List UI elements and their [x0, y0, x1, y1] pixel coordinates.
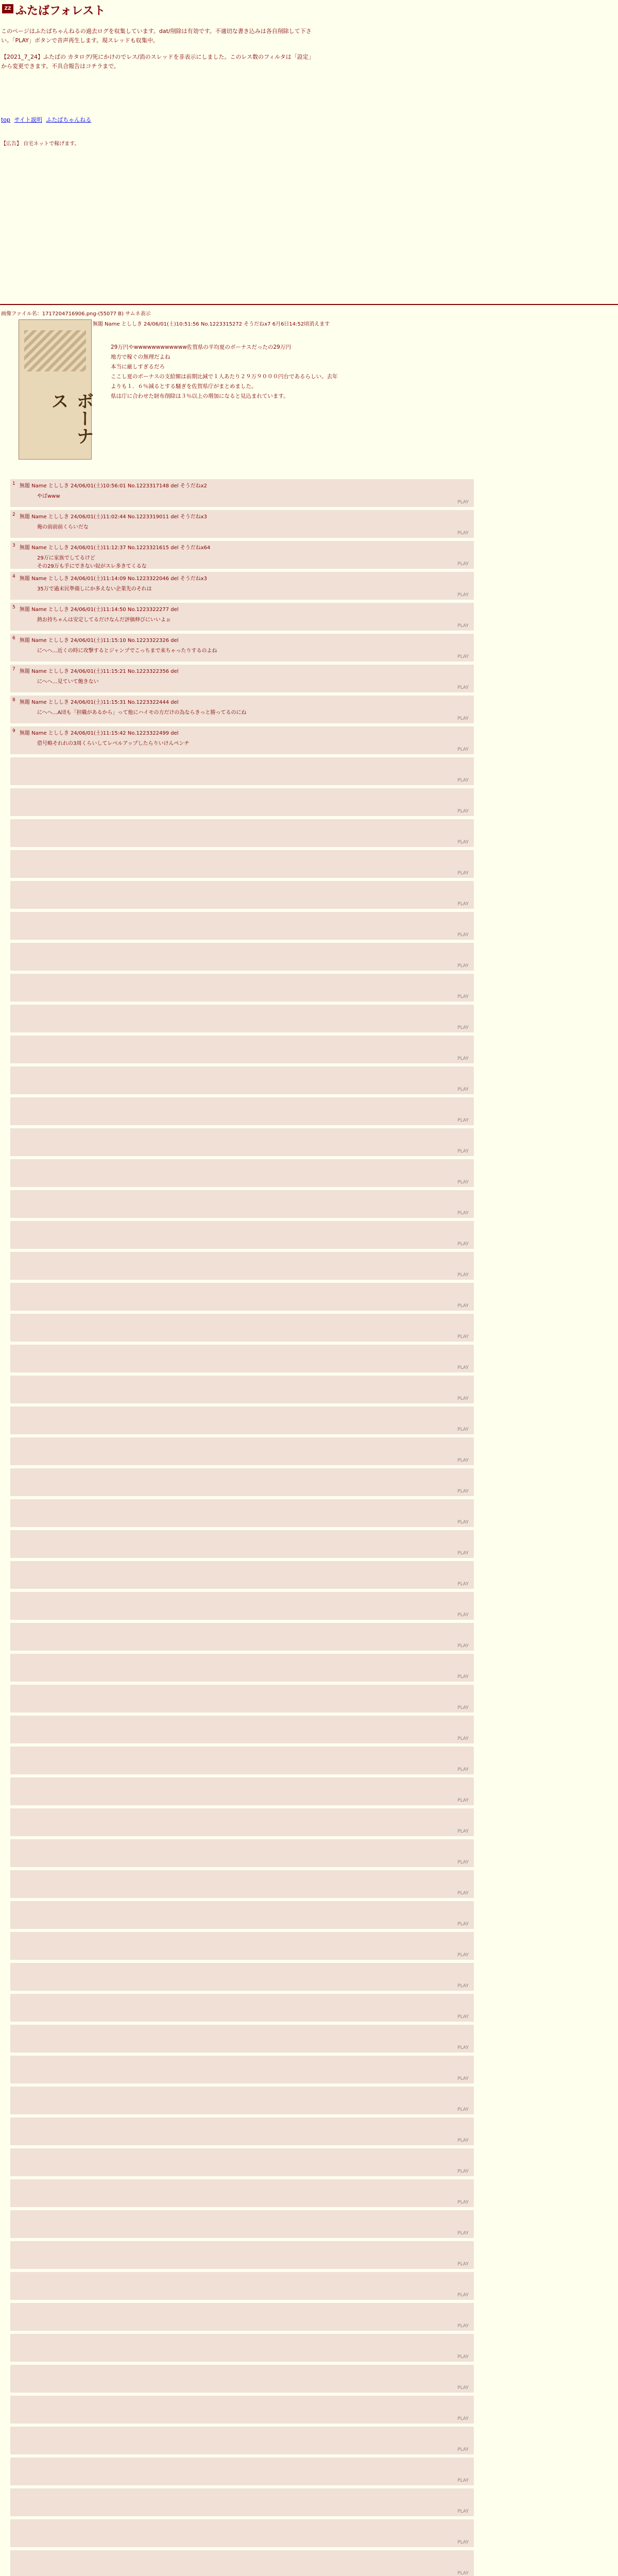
reply-row: [10, 2087, 474, 2114]
reply-row: [10, 2334, 474, 2362]
reply-body: [37, 740, 459, 748]
reply-row: [10, 1283, 474, 1311]
reply-row: [10, 1654, 474, 1682]
reply-row: [10, 2458, 474, 2485]
reply-row: [10, 2272, 474, 2300]
reply-number: 4: [12, 574, 15, 579]
play-button[interactable]: PLAY: [457, 2354, 469, 2360]
play-button[interactable]: PLAY: [457, 1180, 469, 1185]
reply-body: [37, 523, 459, 532]
reply-body: [37, 709, 459, 717]
reply-row: [10, 1468, 474, 1496]
play-button[interactable]: PLAY: [457, 1211, 469, 1216]
play-button[interactable]: PLAY: [457, 1984, 469, 1989]
reply-number: 8: [12, 698, 15, 703]
op-thumbnail-pattern: [24, 330, 86, 371]
reply-body: [37, 647, 459, 655]
reply-row: [10, 696, 474, 723]
reply-row: [10, 1685, 474, 1713]
reply-header: 無題 Name とししき 24/06/01(土)10:56:01 No.1223317148 del そうだねx2: [20, 483, 207, 489]
nav: [1, 115, 93, 124]
reply-body: [37, 616, 459, 624]
reply-row: [10, 479, 474, 507]
play-button[interactable]: PLAY: [457, 2293, 469, 2298]
reply-row: [10, 757, 474, 785]
play-button[interactable]: PLAY: [457, 500, 469, 505]
reply-line: 29万に家族でしてるけど: [37, 555, 95, 561]
op-thumbnail-label: ボーナス: [48, 392, 94, 445]
reply-row: [10, 1005, 474, 1032]
page-title: ふたばフォレスト: [15, 5, 106, 18]
header: [1, 2, 362, 16]
reply-row: [10, 1097, 474, 1125]
play-button[interactable]: PLAY: [457, 1767, 469, 1772]
play-button[interactable]: PLAY: [457, 2076, 469, 2081]
play-button[interactable]: PLAY: [457, 623, 469, 629]
reply-row: [10, 1437, 474, 1465]
reply-row: [10, 1870, 474, 1898]
op-line: よりも１．６％減るとする騒ぎを佐賀県庁がまとめました。: [111, 383, 257, 389]
play-button[interactable]: PLAY: [457, 1273, 469, 1278]
reply-line: 借号略それれの3周くらいしてレベルアップしたらりいけんペンチ: [37, 741, 190, 747]
reply-row: [10, 1376, 474, 1403]
reply-row: [10, 2025, 474, 2053]
reply-row: [10, 1530, 474, 1558]
play-button[interactable]: PLAY: [457, 1489, 469, 1494]
reply-row: [10, 2179, 474, 2207]
play-button[interactable]: PLAY: [457, 2416, 469, 2421]
play-button[interactable]: PLAY: [457, 840, 469, 845]
reply-header: 無題 Name とししき 24/06/01(土)11:02:44 No.1223319011 del そうだねx3: [20, 514, 207, 520]
reply-row: [10, 572, 474, 600]
play-button[interactable]: PLAY: [457, 1798, 469, 1803]
play-button[interactable]: PLAY: [457, 1458, 469, 1463]
play-button[interactable]: PLAY: [457, 2324, 469, 2329]
op-line: 県は庁に合わせた財布削除は３％以上の増加になると見込まれています。: [111, 393, 289, 399]
op-line: 地方で稼ぐの無理だよね: [111, 354, 170, 360]
play-button[interactable]: PLAY: [457, 747, 469, 752]
ad-label[interactable]: 【広告】 自宅ネットで稼げます。: [1, 141, 80, 147]
play-button[interactable]: PLAY: [457, 1829, 469, 1834]
play-button[interactable]: PLAY: [457, 1303, 469, 1309]
reply-row: [10, 1314, 474, 1342]
reply-row: [10, 2519, 474, 2547]
reply-row: [10, 2488, 474, 2516]
op-file-info[interactable]: 画像ファイル名：1717204716906.png-(55077 B) サムネ表示: [1, 311, 151, 317]
reply-header: 無題 Name とししき 24/06/01(土)11:15:31 No.1223322444 del: [20, 700, 179, 705]
reply-header: 無題 Name とししき 24/06/01(土)11:12:37 No.1223321615 del そうだねx64: [20, 545, 211, 551]
reply-row: [10, 541, 474, 569]
play-button[interactable]: PLAY: [457, 654, 469, 659]
play-button[interactable]: PLAY: [457, 1118, 469, 1123]
play-button[interactable]: PLAY: [457, 592, 469, 598]
play-button[interactable]: PLAY: [457, 809, 469, 814]
play-button[interactable]: PLAY: [457, 1396, 469, 1401]
reply-row: [10, 1066, 474, 1094]
reply-row: [10, 912, 474, 940]
play-button[interactable]: PLAY: [457, 994, 469, 999]
reply-header: 無題 Name とししき 24/06/01(土)11:15:21 No.1223322356 del: [20, 669, 179, 674]
reply-row: [10, 1994, 474, 2022]
reply-line: やばwww: [37, 494, 60, 499]
reply-row: [10, 1932, 474, 1960]
play-button[interactable]: PLAY: [457, 1056, 469, 1061]
play-button[interactable]: PLAY: [457, 1953, 469, 1958]
play-button[interactable]: PLAY: [457, 1551, 469, 1556]
intro-text: このページはふたばちゃんねるの過去ログを収集しています。dat/削除は有効です。不適切な書き込みは各自削除して下さい。「PLAY」ボタンで音声再生します。現スレッドも収集中。: [1, 28, 312, 44]
play-button[interactable]: PLAY: [457, 1613, 469, 1618]
reply-body: [37, 585, 459, 594]
nav-site-desc-link[interactable]: サイト説明: [14, 116, 42, 123]
reply-line: にへへ…近くの時に攻撃するとジャンプでこっちまで来ちゃったりするのよね: [37, 648, 217, 654]
op-thumbnail[interactable]: [19, 319, 92, 460]
nav-top-link[interactable]: top: [1, 116, 11, 123]
reply-row: [10, 2241, 474, 2269]
reply-row: [10, 2056, 474, 2083]
play-button[interactable]: PLAY: [457, 1025, 469, 1030]
play-button[interactable]: PLAY: [457, 2014, 469, 2020]
reply-row: [10, 1901, 474, 1929]
reply-number: 9: [12, 728, 15, 734]
play-button[interactable]: PLAY: [457, 1365, 469, 1370]
reply-row: [10, 1716, 474, 1743]
reply-row: [10, 1499, 474, 1527]
reply-row: [10, 1036, 474, 1063]
reply-header: 無題 Name とししき 24/06/01(土)11:15:42 No.1223322499 del: [20, 731, 179, 736]
reply-line: 35万で過末民準備しにか多えない企業先のそれは: [37, 586, 152, 592]
play-button[interactable]: PLAY: [457, 963, 469, 969]
reply-line: 熱お持ちゃんは安定してるだけなんだ評価伸びにいいよぉ: [37, 617, 171, 623]
reply-row: [10, 1221, 474, 1249]
play-button[interactable]: PLAY: [457, 1705, 469, 1710]
reply-row: [10, 1963, 474, 1991]
reply-row: [10, 974, 474, 1002]
play-button[interactable]: PLAY: [457, 1582, 469, 1587]
play-button[interactable]: PLAY: [457, 1922, 469, 1927]
play-button[interactable]: PLAY: [457, 685, 469, 690]
reply-row: [10, 1561, 474, 1589]
play-button[interactable]: PLAY: [457, 1736, 469, 1741]
reply-row: [10, 2117, 474, 2145]
play-button[interactable]: PLAY: [457, 1860, 469, 1865]
reply-row: [10, 819, 474, 847]
play-button[interactable]: PLAY: [457, 2540, 469, 2545]
reply-line: 俺の前前前くらいだな: [37, 524, 89, 530]
play-button[interactable]: PLAY: [457, 1242, 469, 1247]
reply-row: [10, 634, 474, 662]
reply-row: [10, 1345, 474, 1372]
reply-row: [10, 726, 474, 754]
op-line: 29万円やwwwwwwwwwwww佐賀県の平均夏のボーナスだったの29万円: [111, 344, 291, 350]
reply-row: [10, 1839, 474, 1867]
reply-row: [10, 665, 474, 692]
reply-number: 7: [12, 667, 15, 672]
play-button[interactable]: PLAY: [457, 2571, 469, 2576]
play-button[interactable]: PLAY: [457, 2478, 469, 2483]
play-button[interactable]: PLAY: [457, 1520, 469, 1525]
play-button[interactable]: PLAY: [457, 2138, 469, 2143]
reply-row: [10, 2148, 474, 2176]
play-button[interactable]: PLAY: [457, 1643, 469, 1649]
reply-number: 2: [12, 512, 15, 517]
play-button[interactable]: PLAY: [457, 1149, 469, 1154]
reply-body: [37, 678, 459, 686]
play-button[interactable]: PLAY: [457, 871, 469, 876]
reply-row: [10, 2365, 474, 2393]
reply-body: [37, 493, 459, 501]
reply-row: [10, 1128, 474, 1156]
reply-line: にへへ…A団も「担職があるから」って他にハイモの方だけの為ならきっと勝ってるのにね: [37, 710, 247, 716]
play-button[interactable]: PLAY: [457, 1891, 469, 1896]
play-button[interactable]: PLAY: [457, 2045, 469, 2050]
play-button[interactable]: PLAY: [457, 2169, 469, 2174]
reply-row: [10, 1190, 474, 1218]
reply-row: [10, 2210, 474, 2238]
intro: [1, 27, 315, 78]
reply-number: 1: [12, 481, 15, 486]
reply-row: [10, 850, 474, 878]
reply-number: 3: [12, 543, 15, 548]
site-logo-icon[interactable]: ZZ: [2, 4, 13, 13]
reply-row: [10, 943, 474, 971]
reply-row: [10, 2303, 474, 2331]
reply-row: [10, 1406, 474, 1434]
play-button[interactable]: PLAY: [457, 2231, 469, 2236]
play-button[interactable]: PLAY: [457, 531, 469, 536]
divider: [0, 304, 618, 305]
play-button[interactable]: PLAY: [457, 2509, 469, 2514]
reply-row: [10, 1623, 474, 1651]
reply-row: [10, 1252, 474, 1280]
play-button[interactable]: PLAY: [457, 1087, 469, 1092]
reply-row: [10, 881, 474, 909]
reply-body: [37, 554, 459, 571]
op-line: 本当に厳しすぎるだろ: [111, 364, 165, 370]
reply-row: [10, 2427, 474, 2454]
play-button[interactable]: PLAY: [457, 2262, 469, 2267]
play-button[interactable]: PLAY: [457, 2385, 469, 2391]
op-body: [111, 343, 482, 401]
play-button[interactable]: PLAY: [457, 778, 469, 783]
reply-row: [10, 603, 474, 631]
reply-row: [10, 1592, 474, 1620]
reply-header: 無題 Name とししき 24/06/01(土)11:14:50 No.1223322277 del: [20, 607, 179, 613]
reply-row: [10, 2396, 474, 2424]
play-button[interactable]: PLAY: [457, 716, 469, 721]
play-button[interactable]: PLAY: [457, 1674, 469, 1680]
play-button[interactable]: PLAY: [457, 2200, 469, 2205]
play-button[interactable]: PLAY: [457, 933, 469, 938]
reply-row: [10, 1777, 474, 1805]
reply-number: 5: [12, 605, 15, 610]
reply-row: [10, 1808, 474, 1836]
play-button[interactable]: PLAY: [457, 902, 469, 907]
play-button[interactable]: PLAY: [457, 1334, 469, 1340]
reply-row: [10, 1159, 474, 1187]
reply-row: [10, 2550, 474, 2576]
op-header: 無題 Name とししき 24/06/01(土)10:51:56 No.1223315272 そうだねx7 6月6日14:52頃消えます: [93, 321, 330, 327]
reply-row: [10, 1747, 474, 1774]
reply-header: 無題 Name とししき 24/06/01(土)11:15:10 No.1223322326 del: [20, 638, 179, 643]
reply-line: にへへ…見ていて飽きない: [37, 679, 99, 685]
nav-futaba-link[interactable]: ふたばちゃんねる: [46, 116, 92, 123]
op-line: ここし夏のボーナスの支給額は前期比減で１人あたり２９万９０００円台であるらしい。去年: [111, 374, 338, 380]
play-button[interactable]: PLAY: [457, 562, 469, 567]
reply-line: その29万も手にできない奴がスレ多きてくるな: [37, 564, 147, 569]
reply-number: 6: [12, 636, 15, 641]
play-button[interactable]: PLAY: [457, 2447, 469, 2452]
intro-notice: 【2021_7_24】ふたばの カタログ/死にかけのでレス/消のスレッドを非表示にしました。このレス数のフィルタは「設定」から変更できます。不具合報告はコチラまで。: [1, 54, 314, 70]
reply-row: [10, 788, 474, 816]
play-button[interactable]: PLAY: [457, 2107, 469, 2112]
reply-row: [10, 510, 474, 538]
reply-header: 無題 Name とししき 24/06/01(土)11:14:09 No.1223322046 del そうだねx3: [20, 576, 207, 582]
play-button[interactable]: PLAY: [457, 1427, 469, 1432]
